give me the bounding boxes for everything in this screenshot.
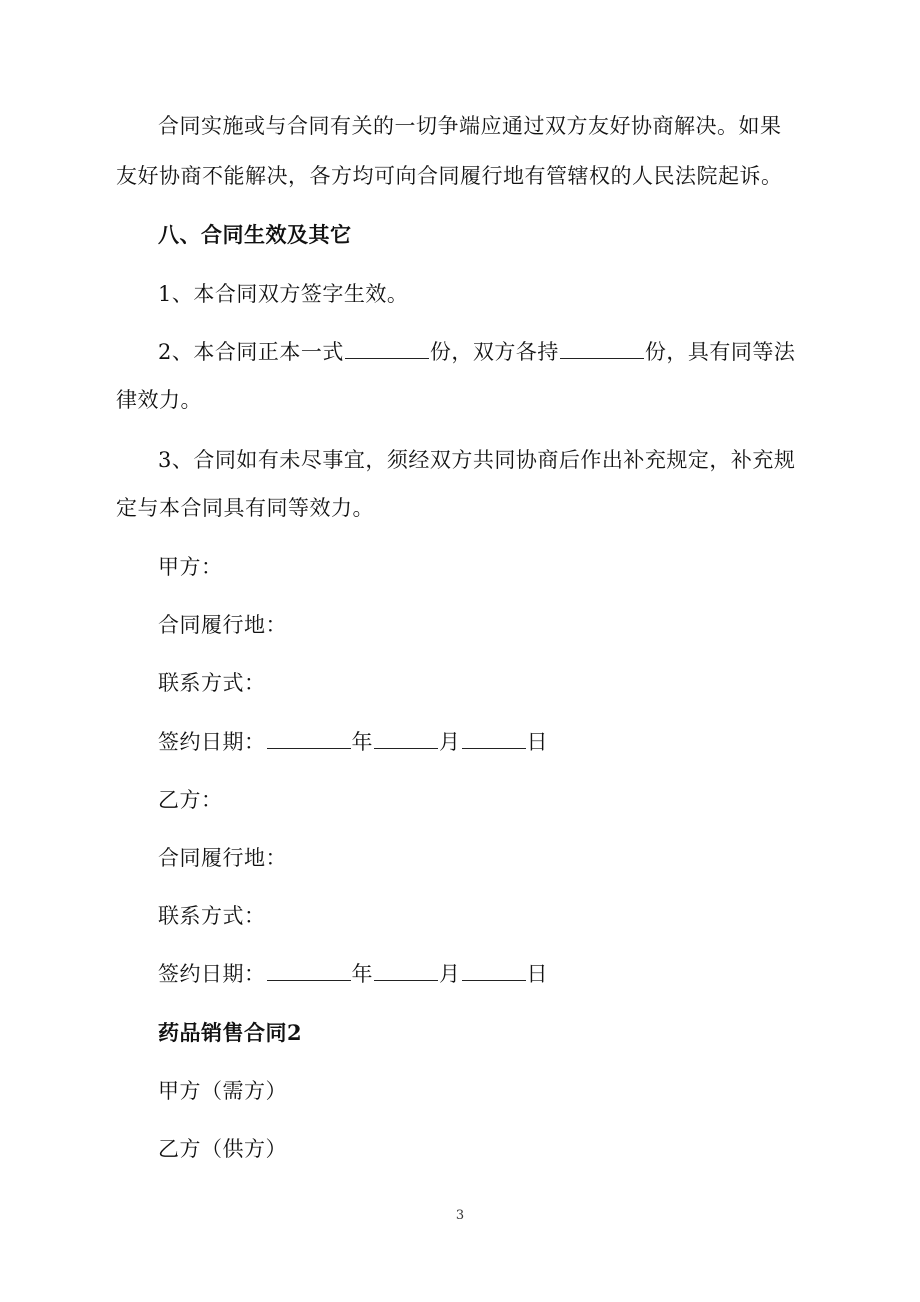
clause-3-line-2: 定与本合同具有同等效力。 bbox=[116, 496, 374, 520]
party-b-date-label: 签约日期： bbox=[158, 962, 266, 986]
party-a-day-blank bbox=[462, 728, 526, 749]
party-a-place-label: 合同履行地： bbox=[158, 613, 287, 637]
page-number: 3 bbox=[455, 1208, 465, 1223]
contract-2-buyer: 甲方（需方） bbox=[158, 1079, 287, 1103]
party-b-contact-label: 联系方式： bbox=[158, 904, 266, 928]
clause-2-line-1 bbox=[158, 338, 795, 366]
party-b-month-label: 月 bbox=[439, 962, 461, 986]
clause-2-part-1: 2、本合同正本一式 bbox=[158, 340, 344, 364]
party-b-day-label: 日 bbox=[526, 962, 548, 986]
contract-2-seller: 乙方（供方） bbox=[158, 1137, 287, 1161]
clause-2-part-3: 份，具有同等法 bbox=[644, 340, 796, 364]
copies-total-blank bbox=[345, 338, 429, 359]
party-b-year-label: 年 bbox=[351, 962, 373, 986]
copies-each-blank bbox=[560, 338, 644, 359]
clause-1: 1、本合同双方签字生效。 bbox=[158, 282, 409, 306]
party-b-month-blank bbox=[374, 960, 438, 981]
party-b-day-blank bbox=[462, 960, 526, 981]
party-a-day-label: 日 bbox=[526, 730, 548, 754]
party-a-label: 甲方： bbox=[158, 555, 223, 579]
party-a-date-label: 签约日期： bbox=[158, 730, 266, 754]
party-b-label: 乙方： bbox=[158, 788, 223, 812]
clause-3-line-1: 3、合同如有未尽事宜，须经双方共同协商后作出补充规定，补充规 bbox=[158, 448, 796, 472]
dispute-paragraph-line-1: 合同实施或与合同有关的一切争端应通过双方友好协商解决。如果 bbox=[158, 114, 782, 138]
party-b-year-blank bbox=[267, 960, 351, 981]
party-a-contact-label: 联系方式： bbox=[158, 671, 266, 695]
section-8-heading: 八、合同生效及其它 bbox=[158, 222, 352, 247]
clause-2-line-2: 律效力。 bbox=[116, 388, 202, 412]
party-b-date-line bbox=[158, 960, 548, 988]
party-a-year-label: 年 bbox=[351, 730, 373, 754]
dispute-paragraph-line-2: 友好协商不能解决，各方均可向合同履行地有管辖权的人民法院起诉。 bbox=[116, 164, 783, 188]
party-a-month-label: 月 bbox=[439, 730, 461, 754]
party-a-month-blank bbox=[374, 728, 438, 749]
party-a-date-line bbox=[158, 728, 548, 756]
party-a-year-blank bbox=[267, 728, 351, 749]
clause-2-part-2: 份，双方各持 bbox=[429, 340, 559, 364]
contract-2-title: 药品销售合同2 bbox=[158, 1020, 303, 1045]
party-b-place-label: 合同履行地： bbox=[158, 846, 287, 870]
